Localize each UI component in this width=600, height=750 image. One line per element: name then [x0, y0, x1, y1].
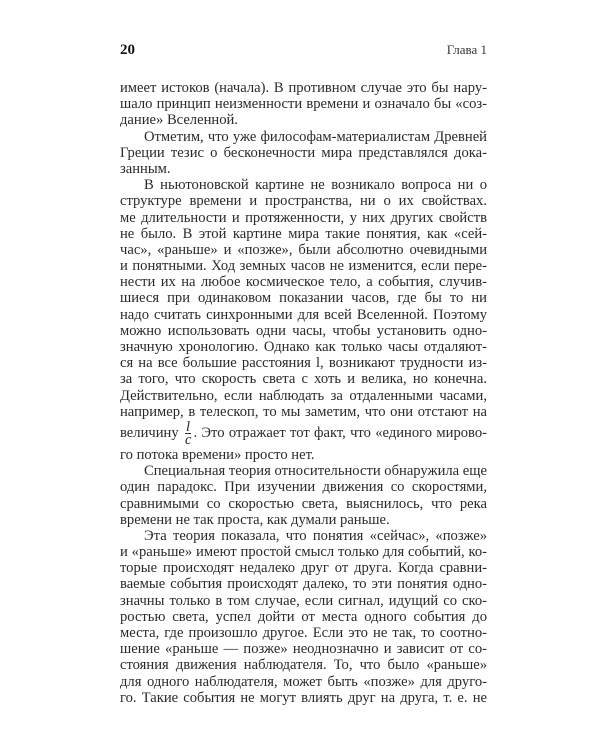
text-line: В ньютоновской картине не возникало вопроса ни о: [144, 177, 487, 194]
text-line: за того, что скорость света c хоть и велика, но конечна.: [120, 371, 487, 388]
text-line: стояния движения наблюдателя. То, что было «раньше»: [120, 657, 487, 674]
text-line: торые происходят недалеко друг от друга. Когда сравни-: [120, 560, 487, 577]
text-line: например, в телескоп, то мы заметим, что они отстают на: [120, 403, 487, 420]
fraction-after: . Это отражает тот факт, что «единого мирово-: [193, 424, 487, 441]
fraction-before: величину: [120, 424, 179, 441]
running-header: [120, 42, 487, 60]
text-line: го потока времени» просто нет.: [120, 446, 315, 463]
text-line: го. Такие события не могут влиять друг на друга, т. е. не: [120, 689, 487, 706]
text-line: ваемые события происходят далеко, то эти понятия одно-: [120, 576, 487, 593]
text-line: шиеся при одинаковом показании часов, где бы то ни: [120, 290, 487, 307]
text-line: ся на все большие расстояния l, возникают трудности из-: [120, 355, 487, 372]
text-line: шало принцип неизменности времени и означало бы «соз-: [120, 96, 487, 113]
text-line: и «раньше» имеют простой смысл только для событий, ко-: [120, 544, 487, 561]
text-line: и понятными. Ход земных часов не изменится, если пере-: [120, 258, 487, 275]
numerator: l: [185, 419, 191, 436]
text-line: имеет истоков (начала). В противном случае это бы нару-: [120, 80, 487, 96]
text-line-with-fraction: [120, 420, 487, 447]
chapter-title: Глава 1: [446, 42, 487, 57]
text-line: места, где произошло другое. Если это не так, то соотно-: [120, 625, 487, 641]
text-line: Эта теория показала, что понятия «сейчас», «позже»: [144, 527, 487, 544]
text-line: ростью света, успел дойти от места одного события до: [120, 608, 487, 625]
text-line: Действительно, если наблюдать за отдаленными часами,: [120, 387, 487, 404]
text-line: ме длительности и протяженности, у них других свойств: [120, 209, 487, 226]
text-line: надо считать синхронными для всей Вселенной. Поэтому: [120, 306, 487, 323]
text-line: час», «раньше» и «позже», были абсолютно очевидными: [120, 241, 487, 258]
text-line: Греции тезис о бесконечности мира представлялся дока-: [120, 144, 487, 161]
page-number: 20: [120, 42, 135, 58]
text-line: времени не так проста, как думали раньше.: [120, 511, 390, 528]
text-line: нести их на любое космическое тело, а события, случив-: [120, 274, 487, 291]
text-line: значны только в том случае, если сигнал, идущий со ско-: [120, 592, 487, 609]
text-line: один парадокс. При изучении движения со скоростями,: [120, 479, 487, 496]
text-line: не было. В этой картине мира такие понятия, как «сей-: [120, 225, 487, 242]
fraction-l-over-c: [185, 421, 191, 446]
text-line: можно использовать одни часы, чтобы установить одно-: [120, 322, 487, 339]
text-line: шение «раньше — позже» неоднозначно и зависит от со-: [120, 641, 487, 658]
text-line: занным.: [120, 160, 171, 177]
text-line: сравнимыми со скоростью света, выяснилось, что река: [120, 495, 487, 512]
text-line: значную хронологию. Однако как только часы отдаляют-: [120, 339, 487, 355]
text-line: Специальная теория относительности обнаружила еще: [144, 463, 487, 480]
denominator: c: [184, 432, 192, 447]
text-line: для одного наблюдателя, может быть «позже» для друго-: [120, 673, 487, 690]
text-line: дание» Вселенной.: [120, 112, 238, 129]
body-text: [120, 80, 487, 706]
text-line: структуре времени и пространства, ни о их свойствах.: [120, 193, 487, 210]
text-line: Отметим, что уже философам-материалистам Древней: [144, 128, 487, 145]
